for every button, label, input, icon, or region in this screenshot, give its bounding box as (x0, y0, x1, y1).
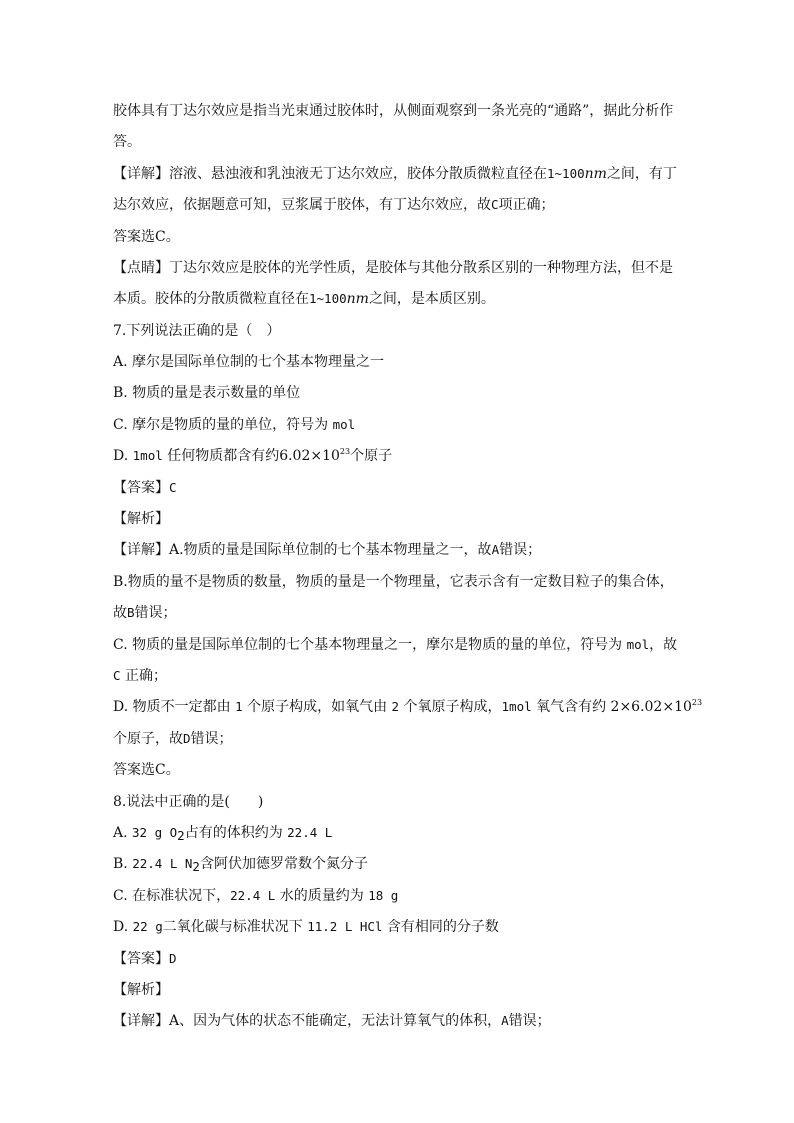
question-7-option-d: D. 1mol 任何物质都含有约$6.02\times 10^{23}$个原子 (113, 447, 393, 464)
text-line: 答。 (113, 134, 141, 150)
text-line: 胶体具有丁达尔效应是指当光束通过胶体时，从侧面观察到一条光亮的“通路”，据此分析作 (113, 103, 674, 119)
text-line: 故B错误； (113, 605, 177, 621)
analysis-heading: 【解析】 (113, 982, 169, 998)
question-7-option-c: C. 摩尔是物质的量的单位，符号为 mol (113, 417, 356, 433)
text-line: D. 物质不一定都由 1 个原子构成，如氧气由 2 个氧原子构成，1mol 氧气含有约 $2\times 6.02\times 10^{23}$ (113, 698, 703, 715)
text-line: B.物质的量不是物质的数量，物质的量是一个物理量，它表示含有一定数目粒子的集合体， (113, 574, 674, 590)
question-8-option-a: A. 32 g $O_2$占有的体积约为 22.4 L (113, 825, 333, 843)
detail-explanation: 【详解】A.物质的量是国际单位制的七个基本物理量之一，故A错误； (113, 542, 542, 558)
question-8-option-c: C. 在标准状况下，22.4 L 水的质量约为 18 g (113, 888, 399, 904)
detail-explanation: 【详解】A、因为气体的状态不能确定，无法计算氧气的体积，A错误； (113, 1013, 551, 1029)
text-line: C. 物质的量是国际单位制的七个基本物理量之一，摩尔是物质的量的单位，符号为 mol，故 (113, 637, 678, 653)
answer-choice-line: 答案选C。 (113, 229, 180, 245)
question-8-stem: 8.说法中正确的是( ) (113, 794, 264, 810)
detail-explanation: 【详解】溶液、悬浊液和乳浊液无丁达尔效应，胶体分散质微粒直径在1~100nm之间，有丁 (113, 166, 677, 182)
text-line: C 正确； (113, 668, 167, 684)
question-7-option-b: B. 物质的量是表示数量的单位 (113, 385, 301, 401)
text-line: 个原子，故D错误； (113, 731, 233, 747)
question-8-option-d: D. 22 g二氧化碳与标准状况下 11.2 L HCl 含有相同的分子数 (113, 919, 499, 935)
question-7-answer: 【答案】C (113, 480, 177, 496)
question-7-stem: 7.下列说法正确的是（ ） (113, 323, 281, 339)
question-8-answer: 【答案】D (113, 951, 177, 967)
question-8-option-b: B. 22.4 L $N_2$含阿伏加德罗常数个氮分子 (113, 856, 368, 874)
key-point: 【点睛】丁达尔效应是胶体的光学性质，是胶体与其他分散系区别的一种物理方法，但不是 (113, 260, 673, 276)
analysis-heading: 【解析】 (113, 511, 169, 527)
question-7-option-a: A. 摩尔是国际单位制的七个基本物理量之一 (113, 354, 385, 370)
text-line: 达尔效应，依据题意可知，豆浆属于胶体，有丁达尔效应，故C项正确； (113, 197, 555, 213)
text-line: 本质。胶体的分散质微粒直径在1~100nm之间，是本质区别。 (113, 291, 495, 307)
answer-choice-line: 答案选C。 (113, 762, 180, 778)
